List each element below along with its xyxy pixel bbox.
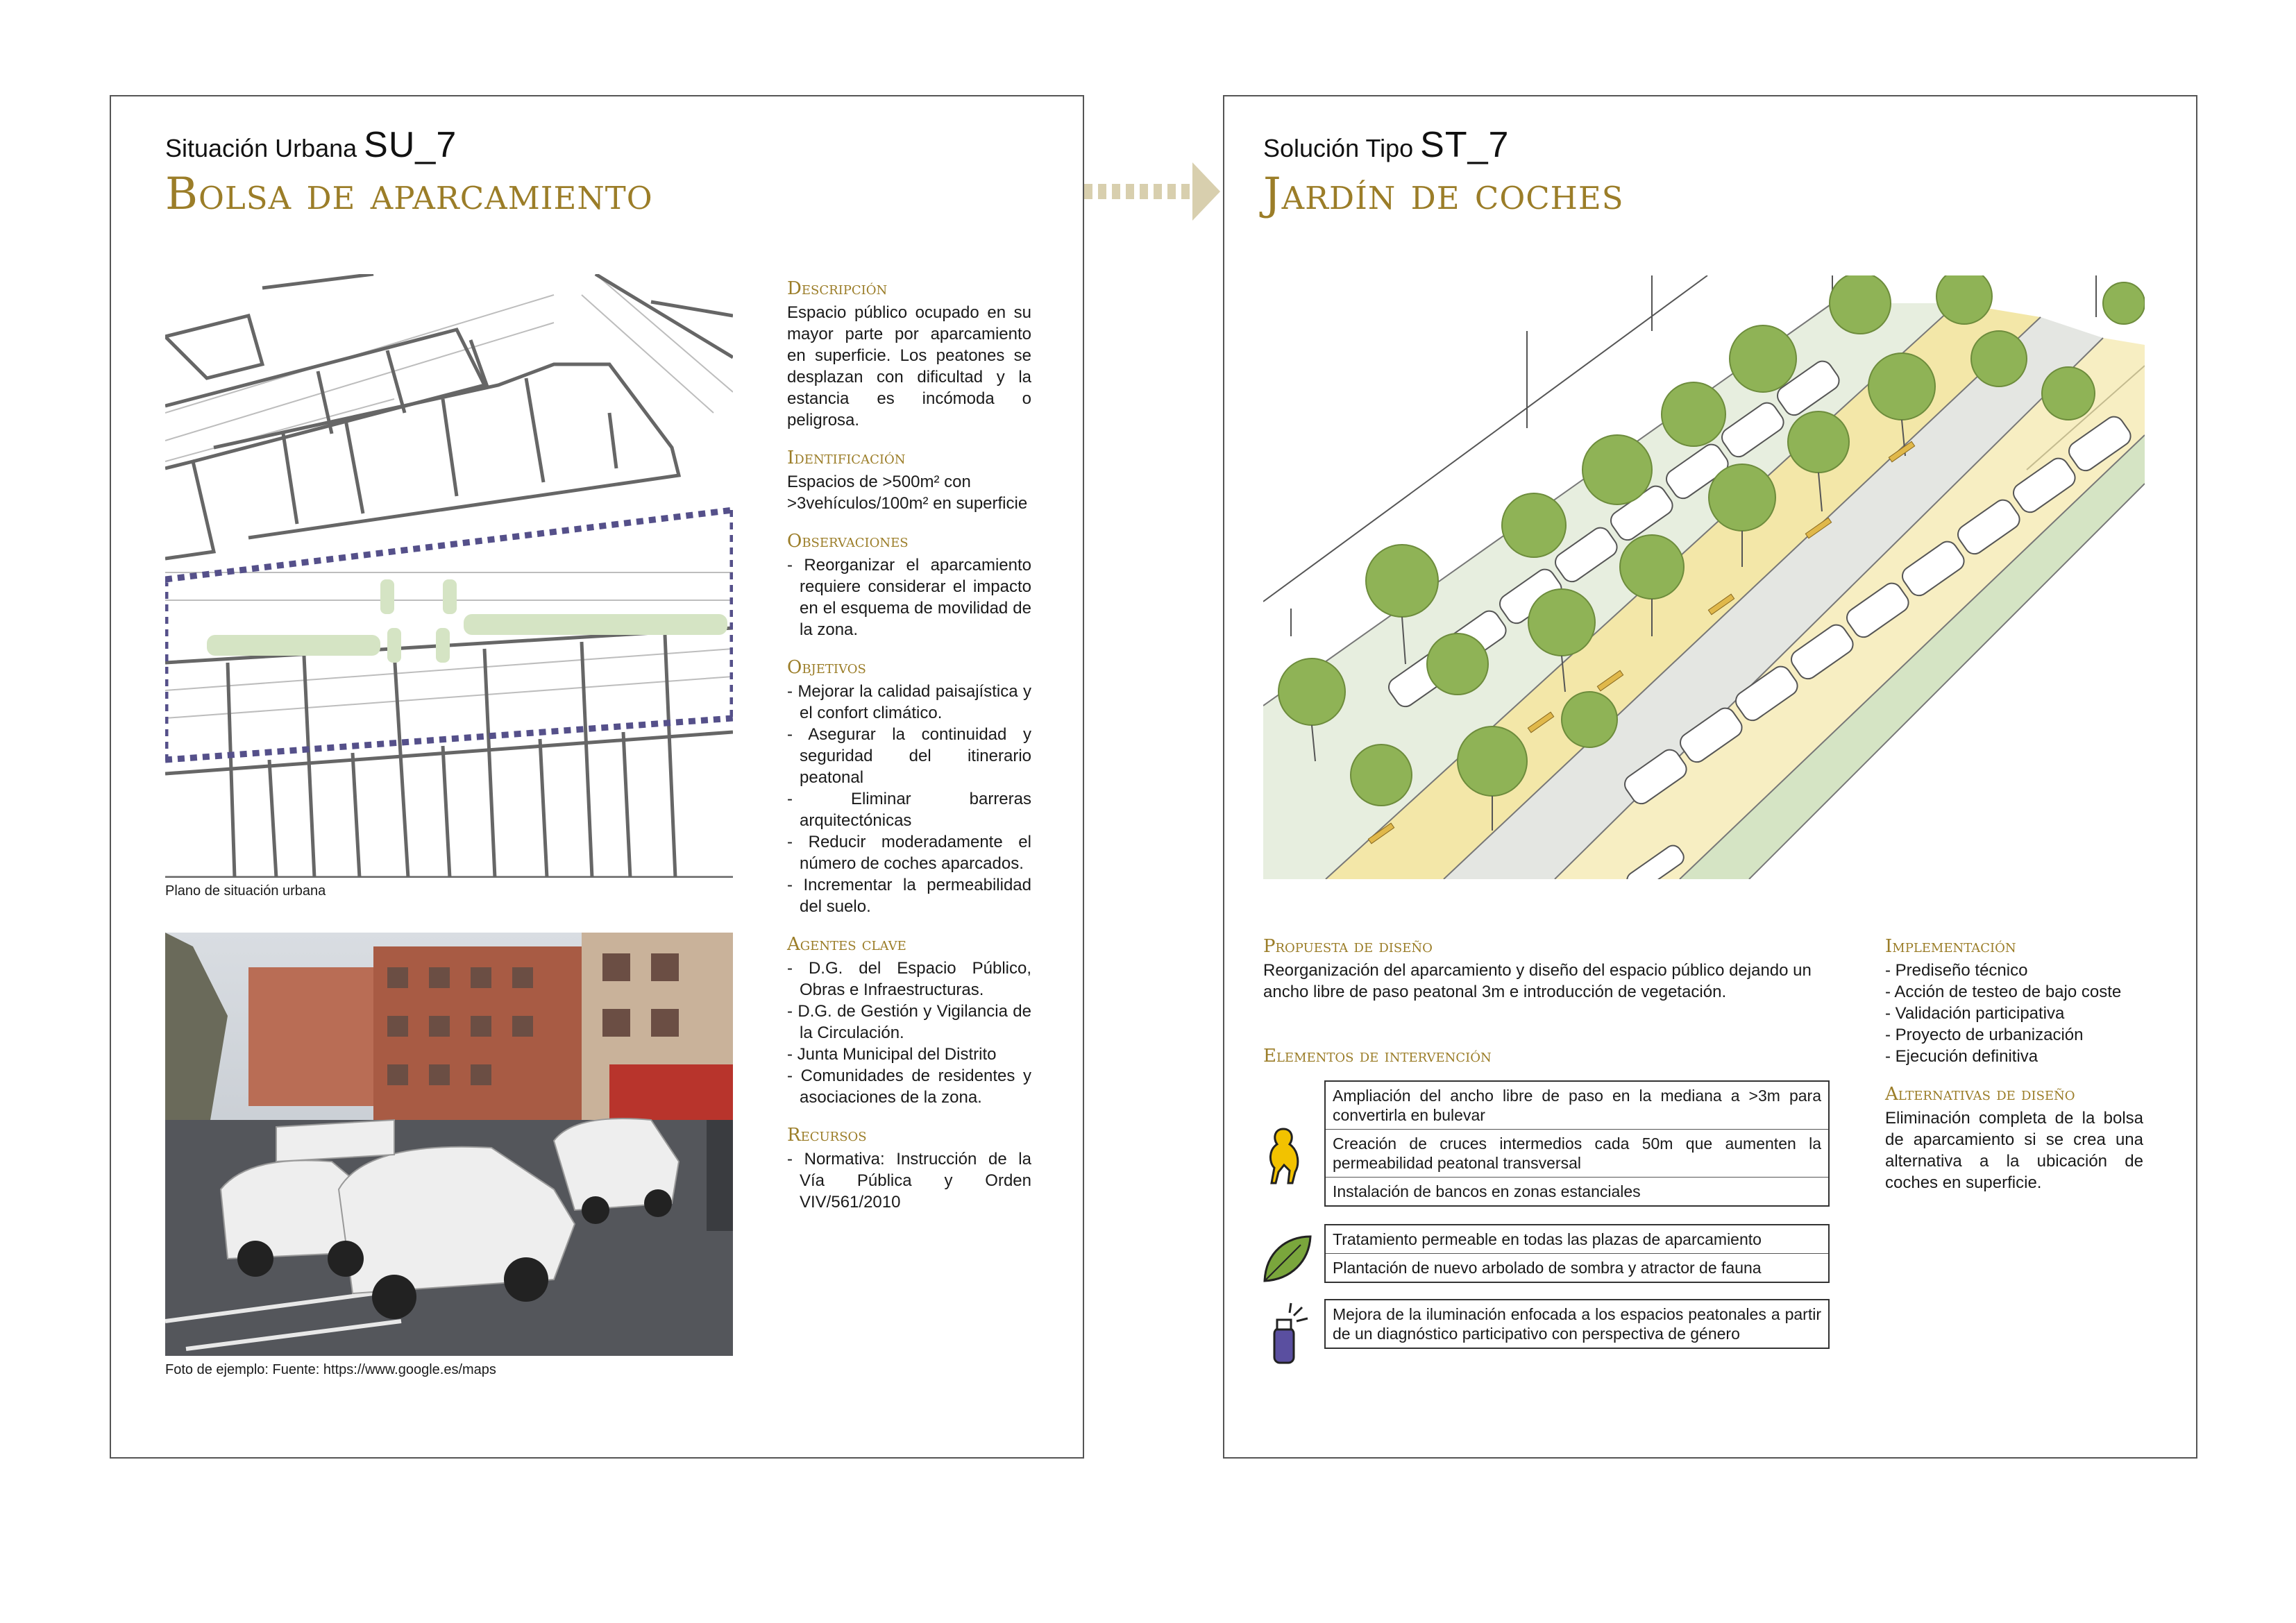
identificacion-line1: Espacios de >500m² con bbox=[787, 473, 971, 491]
streetlight-icon bbox=[1259, 1300, 1315, 1370]
agentes-heading: Agentes clave bbox=[787, 934, 906, 955]
list-item: - Comunidades de residentes y asociaciones de la zona. bbox=[787, 1065, 1031, 1108]
list-item: - Junta Municipal del Distrito bbox=[787, 1044, 1031, 1065]
elemento-row: Instalación de bancos en zonas estanciales bbox=[1326, 1177, 1828, 1205]
recursos-heading: Recursos bbox=[787, 1125, 867, 1146]
agentes-block bbox=[787, 934, 1031, 1108]
situacion-kicker bbox=[165, 124, 457, 166]
list-item: - Prediseño técnico bbox=[1885, 960, 2143, 981]
propuesta-text: Reorganización del aparcamiento y diseño del espacio público dejando un ancho libre de paso peatonal 3m e introducción de vegetación. bbox=[1263, 961, 1812, 1001]
list-item: - Reducir moderadamente el número de coches aparcados. bbox=[787, 831, 1031, 874]
photo-caption: Foto de ejemplo: Fuente: https://www.google.es/maps bbox=[165, 1362, 496, 1377]
leaf-icon bbox=[1259, 1231, 1315, 1286]
situacion-text-column bbox=[787, 278, 1031, 1230]
objetivos-block bbox=[787, 657, 1031, 917]
descripcion-block bbox=[787, 278, 1031, 431]
axonometric-illustration bbox=[1263, 275, 2145, 879]
solucion-code: ST_7 bbox=[1420, 125, 1510, 165]
elementos-group-pedestrian bbox=[1324, 1080, 1830, 1207]
list-item: - Acción de testeo de bajo coste bbox=[1885, 981, 2143, 1003]
list-item: - Asegurar la continuidad y seguridad del itinerario peatonal bbox=[787, 724, 1031, 788]
propuesta-block bbox=[1263, 936, 1818, 1003]
list-item: - D.G. de Gestión y Vigilancia de la Circulación. bbox=[787, 1001, 1031, 1044]
alternativas-heading: Alternativas de diseño bbox=[1885, 1084, 2075, 1105]
implementacion-column bbox=[1885, 936, 2143, 1210]
recursos-block bbox=[787, 1125, 1031, 1213]
identificacion-heading: Identificación bbox=[787, 448, 906, 468]
propuesta-heading: Propuesta de diseño bbox=[1263, 936, 1433, 957]
urban-map bbox=[165, 274, 733, 878]
solucion-tipo-panel bbox=[1223, 95, 2197, 1459]
list-item: - Mejorar la calidad paisajística y el confort climático. bbox=[787, 681, 1031, 724]
observaciones-block bbox=[787, 531, 1031, 640]
list-item: - Proyecto de urbanización bbox=[1885, 1024, 2143, 1046]
implementacion-heading: Implementación bbox=[1885, 936, 2016, 957]
elemento-row: Creación de cruces intermedios cada 50m que aumenten la permeabilidad peatonal transversal bbox=[1326, 1129, 1828, 1177]
objetivos-heading: Objetivos bbox=[787, 657, 866, 678]
alternativas-block bbox=[1885, 1084, 2143, 1193]
kicker-label: Solución Tipo bbox=[1263, 134, 1414, 162]
implementacion-block bbox=[1885, 936, 2143, 1067]
pedestrian-icon bbox=[1259, 1123, 1308, 1186]
elemento-row: Ampliación del ancho libre de paso en la mediana a >3m para convertirla en bulevar bbox=[1333, 1087, 1821, 1124]
list-item: - Ejecución definitiva bbox=[1885, 1046, 2143, 1067]
list-item: - Incrementar la permeabilidad del suelo. bbox=[787, 874, 1031, 917]
solucion-title: Jardín de coches bbox=[1263, 169, 1624, 220]
situacion-code: SU_7 bbox=[364, 125, 457, 165]
identificacion-block bbox=[787, 448, 1031, 514]
arrow-right-icon bbox=[1083, 161, 1222, 223]
list-item: - Reorganizar el aparcamiento requiere considerar el impacto en el esquema de movilidad de la zona. bbox=[787, 554, 1031, 640]
situacion-title: Bolsa de aparcamiento bbox=[165, 169, 653, 220]
list-item: - Validación participativa bbox=[1885, 1003, 2143, 1024]
solucion-kicker bbox=[1263, 124, 1509, 166]
elemento-row: Plantación de nuevo arbolado de sombra y atractor de fauna bbox=[1326, 1253, 1828, 1282]
descripcion-heading: Descripción bbox=[787, 278, 888, 299]
elemento-row: Mejora de la iluminación enfocada a los espacios peatonales a partir de un diagnóstico participativo con perspectiva de género bbox=[1333, 1305, 1821, 1343]
identificacion-line2: >3vehículos/100m² en superficie bbox=[787, 494, 1028, 513]
list-item: - Eliminar barreras arquitectónicas bbox=[787, 788, 1031, 831]
alternativas-text: Eliminación completa de la bolsa de aparcamiento si se crea una alternativa a la ubicación de coches en superficie. bbox=[1885, 1109, 2143, 1192]
list-item: - D.G. del Espacio Público, Obras e Infraestructuras. bbox=[787, 958, 1031, 1001]
elementos-heading: Elementos de intervención bbox=[1263, 1046, 1492, 1067]
descripcion-text: Espacio público ocupado en su mayor parte por aparcamiento en superficie. Los peatones se desplazan con dificultad y la estancia es incómoda o peligrosa. bbox=[787, 303, 1031, 430]
list-item: - Normativa: Instrucción de la Vía Pública y Orden VIV/561/2010 bbox=[787, 1148, 1031, 1213]
street-photo bbox=[165, 933, 733, 1356]
situacion-urbana-panel bbox=[110, 95, 1084, 1459]
map-caption: Plano de situación urbana bbox=[165, 883, 326, 899]
elemento-row: Tratamiento permeable en todas las plazas de aparcamiento bbox=[1333, 1230, 1762, 1248]
elementos-group-vegetation bbox=[1324, 1224, 1830, 1283]
observaciones-heading: Observaciones bbox=[787, 531, 909, 552]
kicker-label: Situación Urbana bbox=[165, 134, 357, 162]
elementos-group-lighting bbox=[1324, 1299, 1830, 1349]
